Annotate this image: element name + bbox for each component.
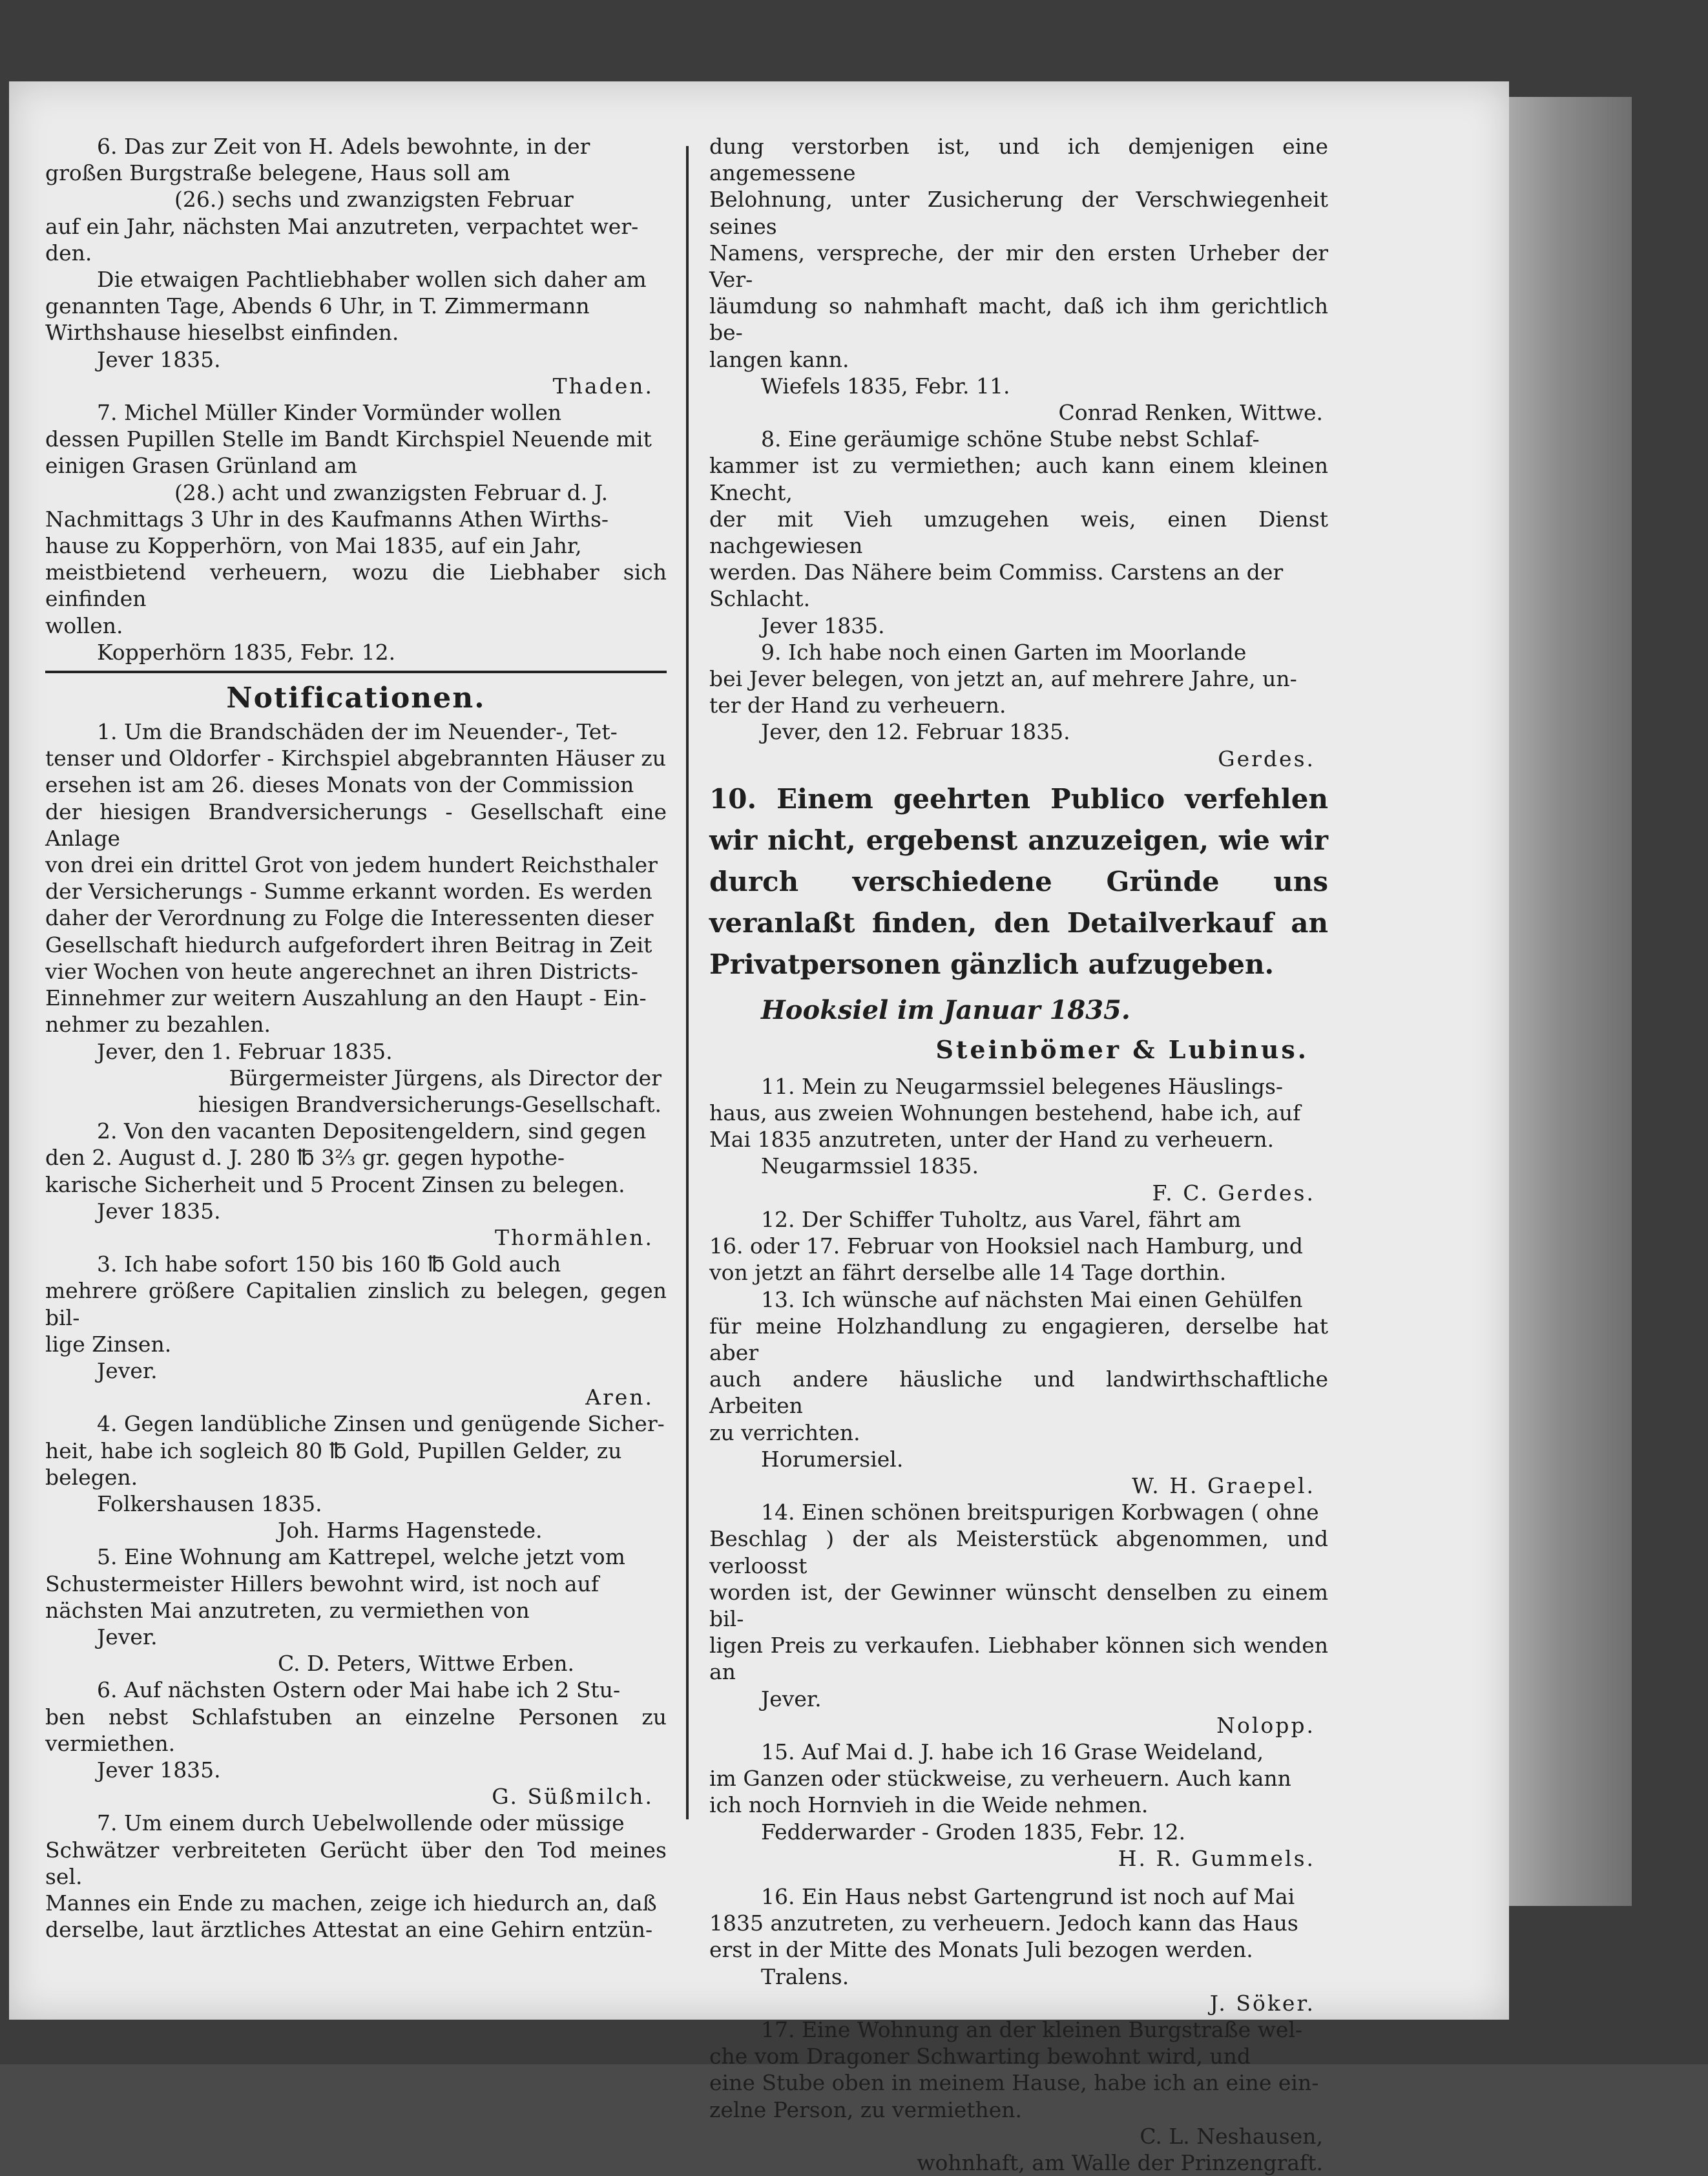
text-line: 7. Um einem durch Uebelwollende oder müssige — [97, 1810, 625, 1836]
text-line: langen kann. — [709, 346, 849, 372]
text-line: tenser und Oldorfer - Kirchspiel abgebrannten Häuser zu — [45, 746, 666, 771]
date-line: Jever 1835. — [97, 1198, 221, 1224]
text-line: nächsten Mai anzutreten, zu vermiethen von — [45, 1597, 530, 1623]
date-line: Jever. — [97, 1357, 158, 1383]
text-line: 2. Von den vacanten Depositengeldern, sind gegen — [97, 1118, 647, 1144]
signature: Bürgermeister Jürgens, als Director der — [229, 1065, 661, 1091]
notice-17 — [709, 2016, 1328, 2176]
spacer — [709, 1872, 1328, 1883]
date-line: Tralens. — [761, 1963, 849, 1989]
text-line: lige Zinsen. — [45, 1331, 172, 1357]
text-line: haus, aus zweien Wohnungen bestehend, habe ich, auf — [709, 1100, 1301, 1126]
text-line: 6. Auf nächsten Ostern oder Mai habe ich 2 Stu- — [97, 1677, 621, 1703]
date-line: Jever 1835. — [97, 1757, 221, 1783]
text-line: auf ein Jahr, nächsten Mai anzutreten, verpachtet wer- — [45, 213, 639, 239]
signature: C. L. Neshausen, — [1140, 2123, 1323, 2149]
signature: C. D. Peters, Wittwe Erben. — [278, 1651, 574, 1677]
text-line: meistbietend verheuern, wozu die Liebhaber sich einfinden — [45, 560, 667, 612]
notice-12 — [709, 1206, 1328, 1286]
date-line: Neugarmssiel 1835. — [761, 1153, 979, 1179]
text-line: dessen Pupillen Stelle im Bandt Kirchspiel Neuende mit — [45, 426, 652, 452]
notice-5 — [45, 1543, 667, 1677]
notice-4 — [45, 1410, 667, 1543]
notice-15 — [709, 1739, 1328, 1872]
text-line: 6. Das zur Zeit von H. Adels bewohnte, in der — [97, 134, 590, 159]
text-line: ich noch Hornvieh in die Weide nehmen. — [709, 1792, 1149, 1818]
text-line: großen Burgstraße belegene, Haus soll am — [45, 160, 510, 186]
text-line: von jetzt an fährt derselbe alle 14 Tage dorthin. — [709, 1260, 1227, 1286]
text-line: worden ist, der Gewinner wünscht denselben zu einem bil- — [709, 1579, 1328, 1631]
column-divider — [686, 146, 689, 1819]
text-line: Nachmittags 3 Uhr in des Kaufmanns Athen Wirths- — [45, 506, 609, 532]
text-line: Wirthshause hieselbst einfinden. — [45, 320, 399, 346]
text-line: erst in der Mitte des Monats Juli bezogen werden. — [709, 1937, 1253, 1963]
date-line: Jever, den 12. Februar 1835. — [761, 719, 1070, 745]
text-line: Die etwaigen Pachtliebhaber wollen sich daher am — [97, 267, 647, 293]
text-line: Mai 1835 anzutreten, unter der Hand zu verheuern. — [709, 1127, 1275, 1153]
date-line: Jever. — [761, 1686, 822, 1711]
notice-10 — [709, 779, 1328, 1068]
signature: Joh. Harms Hagenstede. — [278, 1518, 543, 1543]
signature: W. H. Graepel. — [1132, 1472, 1315, 1498]
text-line: Einnehmer zur weitern Auszahlung an den Haupt - Ein- — [45, 985, 647, 1011]
text-line: Gesellschaft hiedurch aufgefordert ihren Beitrag in Zeit — [45, 932, 652, 957]
date-line: Hooksiel im Januar 1835. — [761, 994, 1130, 1025]
text-line: 12. Der Schiffer Tuholtz, aus Varel, fährt am — [761, 1206, 1242, 1232]
text-line: 3. Ich habe sofort 150 bis 160 ℔ Gold auch — [97, 1251, 561, 1277]
text-line: mehrere größere Capitalien zinslich zu belegen, gegen bil- — [45, 1278, 667, 1330]
notice-7-continued — [709, 133, 1328, 426]
ad-6 — [45, 133, 667, 399]
text-line: der Versicherungs - Summe erkannt worden. Es werden — [45, 879, 652, 905]
section-rule — [45, 671, 667, 673]
date-line: Wiefels 1835, Febr. 11. — [761, 373, 1010, 399]
text-line: Schwätzer verbreiteten Gerücht über den Tod meines sel. — [45, 1837, 667, 1889]
text-line: vier Wochen von heute angerechnet an ihren Districts- — [45, 958, 638, 984]
notice-3 — [45, 1251, 667, 1410]
text-line: nehmer zu bezahlen. — [45, 1012, 271, 1038]
notice-2 — [45, 1118, 667, 1251]
notice-11 — [709, 1073, 1328, 1206]
text-line: 1835 anzutreten, zu verheuern. Jedoch kann das Haus — [709, 1910, 1298, 1936]
text-line: ligen Preis zu verkaufen. Liebhaber können sich wenden an — [709, 1633, 1328, 1685]
text-line: hause zu Kopperhörn, von Mai 1835, auf ein Jahr, — [45, 533, 582, 559]
text-line: heit, habe ich sogleich 80 ℔ Gold, Pupillen Gelder, zu — [45, 1438, 622, 1463]
text-line: 16. Ein Haus nebst Gartengrund ist noch auf Mai — [761, 1883, 1295, 1909]
text-line: im Ganzen oder stückweise, zu verheuern. Auch kann — [709, 1766, 1291, 1792]
date-line: Fedderwarder - Groden 1835, Febr. 12. — [761, 1819, 1186, 1845]
text-line: genannten Tage, Abends 6 Uhr, in T. Zimmermann — [45, 293, 590, 319]
text-line: dung verstorben ist, und ich demjenigen eine angemessene — [709, 134, 1328, 186]
text-line: 9. Ich habe noch einen Garten im Moorlande — [761, 639, 1247, 665]
text-line: der hiesigen Brandversicherungs - Gesellschaft eine Anlage — [45, 799, 667, 851]
text-line: den. — [45, 240, 92, 266]
text-line: 13. Ich wünsche auf nächsten Mai einen Gehülfen — [761, 1286, 1303, 1312]
text-line: einigen Grasen Grünland am — [45, 453, 358, 479]
notice-6 — [45, 1677, 667, 1810]
text-line: 1. Um die Brandschäden der im Neuender-, Tet- — [97, 719, 618, 745]
text-line: 8. Eine geräumige schöne Stube nebst Schlaf- — [761, 426, 1260, 452]
text-line: Schlacht. — [709, 586, 811, 612]
date-line: Horumersiel. — [761, 1446, 904, 1472]
signature: wohnhaft, am Walle der Prinzengraft. — [917, 2150, 1323, 2175]
text-line: 16. oder 17. Februar von Hooksiel nach Hamburg, und — [709, 1233, 1304, 1259]
text-line: Namens, verspreche, der mir den ersten Urheber der Ver- — [709, 240, 1328, 293]
date-line: Jever 1835. — [97, 346, 221, 372]
signature: H. R. Gummels. — [1118, 1845, 1315, 1871]
signature: F. C. Gerdes. — [1152, 1180, 1315, 1206]
text-line: eine Stube oben in meinem Hause, habe ich an eine ein- — [709, 2070, 1319, 2096]
ad-7 — [45, 399, 667, 665]
text-line: Mannes ein Ende zu machen, zeige ich hiedurch an, daß — [45, 1890, 657, 1916]
text-line: 15. Auf Mai d. J. habe ich 16 Grase Weideland, — [761, 1739, 1264, 1764]
text-line: ersehen ist am 26. dieses Monats von der Commission — [45, 772, 634, 798]
text-line: Beschlag ) der als Meisterstück abgenommen, und verloosst — [709, 1526, 1328, 1578]
date-line: Jever, den 1. Februar 1835. — [97, 1038, 393, 1064]
notice-8 — [709, 426, 1328, 639]
text-line: von drei ein drittel Grot von jedem hundert Reichsthaler — [45, 852, 658, 878]
notice-13 — [709, 1286, 1328, 1500]
signature: hiesigen Brandversicherungs-Gesellschaft. — [198, 1091, 661, 1117]
text-line: derselbe, laut ärztliches Attestat an eine Gehirn entzün- — [45, 1917, 653, 1943]
notice-9 — [709, 639, 1328, 772]
text-line: belegen. — [45, 1464, 138, 1490]
signature: J. Söker. — [1209, 1990, 1315, 2016]
text-line: auch andere häusliche und landwirthschaftliche Arbeiten — [709, 1366, 1328, 1419]
notice-14 — [709, 1499, 1328, 1739]
text-line: zelne Person, zu vermiethen. — [709, 2097, 1023, 2122]
text-line: bei Jever belegen, von jetzt an, auf mehrere Jahre, un- — [709, 666, 1297, 692]
notice-1 — [45, 718, 667, 1118]
text-line: Belohnung, unter Zusicherung der Verschwiegenheit seines — [709, 187, 1328, 239]
text-line: zu verrichten. — [709, 1419, 860, 1445]
text-line: 11. Mein zu Neugarmssiel belegenes Häuslings- — [761, 1073, 1284, 1099]
text-line: ben nebst Schlafstuben an einzelne Personen zu vermiethen. — [45, 1704, 667, 1756]
text-line: den 2. August d. J. 280 ℔ 3⅔ gr. gegen hypothe- — [45, 1145, 565, 1171]
text-line: (26.) sechs und zwanzigsten Februar — [174, 187, 574, 213]
text-line: che vom Dragoner Schwarting bewohnt wird, und — [709, 2044, 1251, 2069]
date-line: Kopperhörn 1835, Febr. 12. — [97, 639, 396, 665]
right-column — [709, 133, 1328, 2176]
signature: Steinbömer & Lubinus. — [935, 1034, 1309, 1064]
notice-7 — [45, 1810, 667, 1943]
text-line: der mit Vieh umzugehen weis, einen Dienst nachgewiesen — [709, 506, 1328, 559]
text-line: karische Sicherheit und 5 Procent Zinsen zu belegen. — [45, 1171, 625, 1197]
signature: Gerdes. — [1218, 746, 1315, 771]
section-heading: Notificationen. — [226, 682, 486, 715]
text-line: 7. Michel Müller Kinder Vormünder wollen — [97, 400, 562, 426]
page-edge — [1509, 97, 1632, 1906]
text-line: läumdung so nahmhaft macht, daß ich ihm gerichtlich be- — [709, 293, 1328, 346]
text-line: 4. Gegen landübliche Zinsen und genügende Sicher- — [97, 1411, 665, 1437]
date-line: Jever 1835. — [761, 612, 885, 638]
left-column — [45, 133, 667, 1943]
signature: Aren. — [585, 1385, 654, 1410]
text-line: 14. Einen schönen breitspurigen Korbwagen ( ohne — [761, 1500, 1319, 1525]
text-line: für meine Holzhandlung zu engagieren, derselbe hat aber — [709, 1313, 1328, 1365]
text-line: ter der Hand zu verheuern. — [709, 693, 1006, 718]
notice-16 — [709, 1883, 1328, 2016]
text-line: daher der Verordnung zu Folge die Interessenten dieser — [45, 905, 654, 931]
signature: G. Süßmilch. — [492, 1784, 654, 1810]
text-line: wollen. — [45, 612, 123, 638]
text-line: (28.) acht und zwanzigsten Februar d. J. — [174, 479, 609, 505]
text-line: 5. Eine Wohnung am Kattrepel, welche jetzt vom — [97, 1544, 625, 1570]
text-line: Schustermeister Hillers bewohnt wird, ist noch auf — [45, 1571, 599, 1596]
notice-text: 10. Einem geehrten Publico verfehlen wir nicht, ergebenst anzuzeigen, wie wir durch verschiedene Gründe uns veranlaßt finden, den Detailverkauf an Privatpersonen gänzlich aufzugeben. — [709, 782, 1328, 980]
text-line: werden. Das Nähere beim Commiss. Carstens an der — [709, 560, 1284, 585]
text-line: 17. Eine Wohnung an der kleinen Burgstraße wel- — [761, 2016, 1303, 2042]
signature: Conrad Renken, Wittwe. — [1058, 400, 1323, 426]
signature: Nolopp. — [1216, 1712, 1315, 1738]
signature: Thaden. — [552, 373, 654, 399]
date-line: Folkershausen 1835. — [97, 1491, 322, 1516]
signature: Thormählen. — [495, 1224, 654, 1250]
text-line: kammer ist zu vermiethen; auch kann einem kleinen Knecht, — [709, 453, 1328, 505]
date-line: Jever. — [97, 1624, 158, 1649]
